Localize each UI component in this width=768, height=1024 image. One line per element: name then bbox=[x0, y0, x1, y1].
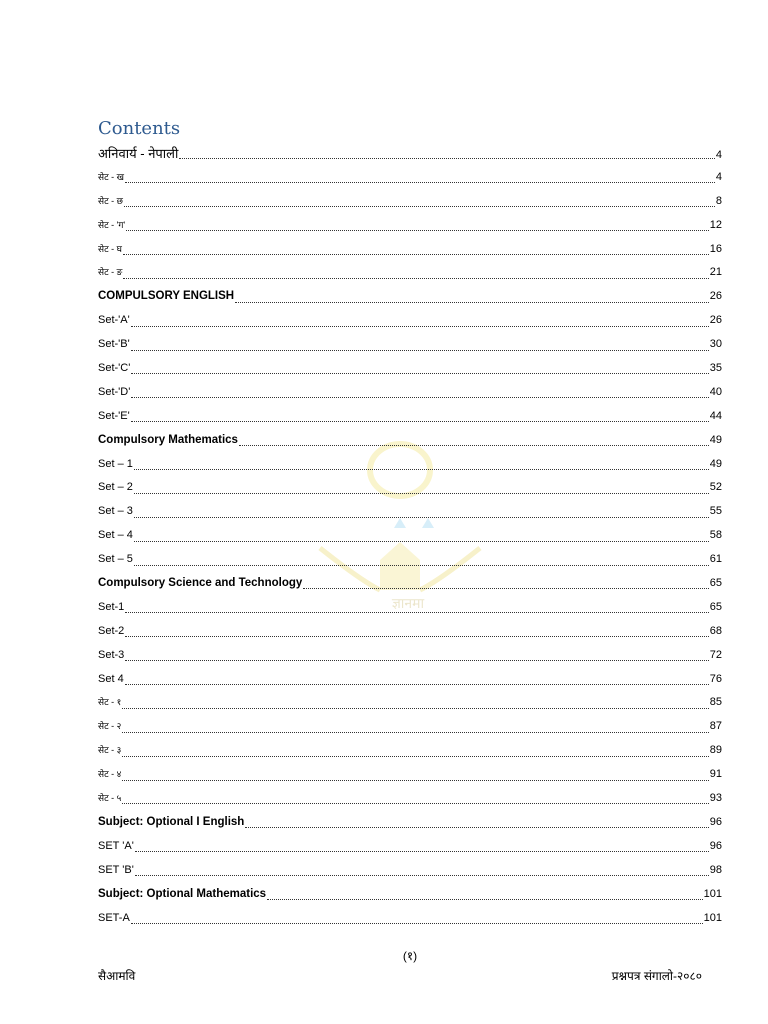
toc-entry-page: 96 bbox=[709, 839, 722, 852]
toc-entry-page: 4 bbox=[715, 170, 722, 183]
toc-dot-leader bbox=[131, 409, 709, 422]
toc-dot-leader bbox=[245, 815, 708, 828]
toc-entry-label: Set-'B' bbox=[98, 338, 130, 351]
toc-entry-page: 12 bbox=[709, 218, 722, 231]
toc-entry-page: 21 bbox=[709, 266, 722, 279]
toc-entry[interactable] bbox=[98, 429, 722, 453]
toc-entry-label: सेट - १ bbox=[98, 697, 122, 708]
toc-entry[interactable] bbox=[98, 907, 722, 931]
toc-entry-page: 87 bbox=[709, 720, 722, 733]
toc-entry[interactable] bbox=[98, 381, 722, 405]
toc-dot-leader bbox=[135, 863, 709, 876]
toc-dot-leader bbox=[125, 624, 708, 637]
toc-dot-leader bbox=[131, 314, 709, 327]
toc-entry-page: 49 bbox=[709, 433, 722, 446]
toc-entry-label: Set-1 bbox=[98, 600, 125, 613]
toc-entry-label: Compulsory Mathematics bbox=[98, 433, 238, 446]
toc-entry-page: 65 bbox=[709, 577, 722, 590]
toc-entry-page: 98 bbox=[709, 863, 722, 876]
toc-dot-leader bbox=[122, 720, 708, 733]
toc-entry-label: सेट - छ bbox=[98, 195, 123, 206]
toc-dot-leader bbox=[134, 505, 709, 518]
toc-dot-leader bbox=[135, 839, 709, 852]
toc-entry[interactable] bbox=[98, 214, 722, 238]
toc-entry[interactable] bbox=[98, 238, 722, 262]
toc-entry-label: Set – 1 bbox=[98, 457, 133, 470]
toc-entry-page: 76 bbox=[709, 672, 722, 685]
toc-entry-page: 55 bbox=[709, 505, 722, 518]
toc-entry[interactable] bbox=[98, 859, 722, 883]
toc-dot-leader bbox=[122, 791, 708, 804]
toc-entry-page: 35 bbox=[709, 362, 722, 375]
table-of-contents bbox=[98, 142, 722, 930]
toc-entry-page: 68 bbox=[709, 624, 722, 637]
toc-entry[interactable] bbox=[98, 644, 722, 668]
toc-entry-page: 72 bbox=[709, 648, 722, 661]
toc-entry[interactable] bbox=[98, 405, 722, 429]
toc-dot-leader bbox=[125, 672, 709, 685]
toc-entry[interactable] bbox=[98, 548, 722, 572]
toc-entry-page: 44 bbox=[709, 409, 722, 422]
toc-entry-label: सेट - ख bbox=[98, 171, 124, 182]
toc-entry[interactable] bbox=[98, 691, 722, 715]
toc-entry[interactable] bbox=[98, 453, 722, 477]
toc-dot-leader bbox=[122, 768, 708, 781]
toc-dot-leader bbox=[131, 385, 708, 398]
toc-dot-leader bbox=[131, 361, 708, 374]
toc-entry-page: 30 bbox=[709, 338, 722, 351]
toc-dot-leader bbox=[179, 146, 715, 159]
toc-entry-page: 85 bbox=[709, 696, 722, 709]
toc-entry-label: SET 'A' bbox=[98, 839, 134, 852]
toc-entry-page: 96 bbox=[709, 815, 722, 828]
toc-dot-leader bbox=[303, 576, 708, 589]
toc-entry[interactable] bbox=[98, 333, 722, 357]
toc-entry-label: सेट - २ bbox=[98, 721, 122, 732]
toc-dot-leader bbox=[122, 696, 708, 709]
toc-entry[interactable] bbox=[98, 500, 722, 524]
toc-entry-label: Set 4 bbox=[98, 672, 124, 685]
toc-entry[interactable] bbox=[98, 357, 722, 381]
toc-entry-page: 26 bbox=[709, 290, 722, 303]
toc-dot-leader bbox=[123, 266, 708, 279]
toc-entry-label: Set – 4 bbox=[98, 529, 133, 542]
toc-entry-page: 8 bbox=[715, 194, 722, 207]
toc-dot-leader bbox=[267, 887, 703, 900]
toc-entry-page: 16 bbox=[709, 242, 722, 255]
toc-dot-leader bbox=[125, 648, 708, 661]
toc-entry-page: 101 bbox=[703, 887, 722, 900]
toc-entry-label: Set-2 bbox=[98, 624, 125, 637]
toc-entry-page: 93 bbox=[709, 792, 722, 805]
footer-collection-title: प्रश्नपत्र संगालो-२०८० bbox=[611, 969, 702, 983]
toc-entry-label: सेट - ४ bbox=[98, 769, 122, 780]
watermark-text: ज्ञानमा bbox=[391, 596, 425, 612]
toc-entry-label: अनिवार्य - नेपाली bbox=[98, 146, 179, 161]
toc-entry-label: Set – 3 bbox=[98, 505, 133, 518]
toc-entry[interactable] bbox=[98, 476, 722, 500]
toc-dot-leader bbox=[239, 433, 709, 446]
toc-dot-leader bbox=[134, 529, 709, 542]
toc-dot-leader bbox=[134, 457, 709, 470]
toc-entry-label: SET 'B' bbox=[98, 863, 134, 876]
toc-entry-page: 101 bbox=[703, 911, 722, 924]
toc-entry[interactable] bbox=[98, 142, 722, 166]
toc-entry-page: 65 bbox=[709, 600, 722, 613]
toc-entry-label: सेट - ३ bbox=[98, 745, 122, 756]
toc-dot-leader bbox=[125, 600, 708, 613]
toc-entry-page: 49 bbox=[709, 457, 722, 470]
toc-entry-label: Subject: Optional Mathematics bbox=[98, 887, 267, 900]
toc-entry-label: Set-'D' bbox=[98, 385, 131, 398]
toc-entry-label: सेट - घ bbox=[98, 243, 122, 254]
toc-entry[interactable] bbox=[98, 811, 722, 835]
toc-dot-leader bbox=[123, 242, 709, 255]
toc-entry-label: SET-A bbox=[98, 911, 130, 924]
toc-entry-page: 91 bbox=[709, 768, 722, 781]
toc-entry[interactable] bbox=[98, 739, 722, 763]
toc-entry[interactable] bbox=[98, 524, 722, 548]
toc-entry-page: 61 bbox=[709, 553, 722, 566]
toc-entry-label: Set-'C' bbox=[98, 362, 131, 375]
toc-entry-page: 52 bbox=[709, 481, 722, 494]
footer-school-name: सैआमवि bbox=[98, 969, 136, 983]
toc-entry-label: सेट - ङ bbox=[98, 267, 123, 278]
toc-dot-leader bbox=[124, 194, 715, 207]
toc-entry-label: Set-'E' bbox=[98, 409, 130, 422]
toc-entry-page: 58 bbox=[709, 529, 722, 542]
toc-dot-leader bbox=[235, 290, 709, 303]
toc-entry-label: COMPULSORY ENGLISH bbox=[98, 290, 235, 303]
page-title: Contents bbox=[98, 118, 181, 139]
toc-entry[interactable] bbox=[98, 572, 722, 596]
toc-entry-label: Set – 2 bbox=[98, 481, 133, 494]
toc-entry-label: Compulsory Science and Technology bbox=[98, 577, 303, 590]
toc-entry[interactable] bbox=[98, 668, 722, 692]
toc-entry[interactable] bbox=[98, 715, 722, 739]
toc-entry-page: 26 bbox=[709, 314, 722, 327]
toc-dot-leader bbox=[134, 481, 709, 494]
toc-entry-label: Subject: Optional I English bbox=[98, 815, 245, 828]
toc-entry-label: Set-'A' bbox=[98, 314, 130, 327]
toc-entry[interactable] bbox=[98, 763, 722, 787]
toc-entry[interactable] bbox=[98, 309, 722, 333]
toc-entry[interactable] bbox=[98, 285, 722, 309]
toc-dot-leader bbox=[122, 744, 708, 757]
toc-dot-leader bbox=[131, 338, 709, 351]
toc-dot-leader bbox=[131, 911, 703, 924]
toc-entry[interactable] bbox=[98, 166, 722, 190]
toc-entry-label: Set-3 bbox=[98, 648, 125, 661]
toc-entry[interactable] bbox=[98, 261, 722, 285]
toc-dot-leader bbox=[126, 218, 709, 231]
toc-entry[interactable] bbox=[98, 835, 722, 859]
toc-entry-label: सेट - ५ bbox=[98, 793, 122, 804]
toc-dot-leader bbox=[134, 553, 709, 566]
toc-dot-leader bbox=[125, 170, 715, 183]
toc-entry-label: Set – 5 bbox=[98, 553, 133, 566]
toc-entry[interactable] bbox=[98, 190, 722, 214]
toc-entry[interactable] bbox=[98, 620, 722, 644]
toc-entry[interactable] bbox=[98, 787, 722, 811]
toc-entry-page: 4 bbox=[715, 149, 722, 161]
page-number: (१) bbox=[402, 949, 418, 963]
toc-entry-label: सेट - 'ग' bbox=[98, 219, 126, 230]
toc-entry-page: 89 bbox=[709, 744, 722, 757]
toc-entry[interactable] bbox=[98, 883, 722, 907]
toc-entry[interactable] bbox=[98, 596, 722, 620]
toc-entry-page: 40 bbox=[709, 385, 722, 398]
